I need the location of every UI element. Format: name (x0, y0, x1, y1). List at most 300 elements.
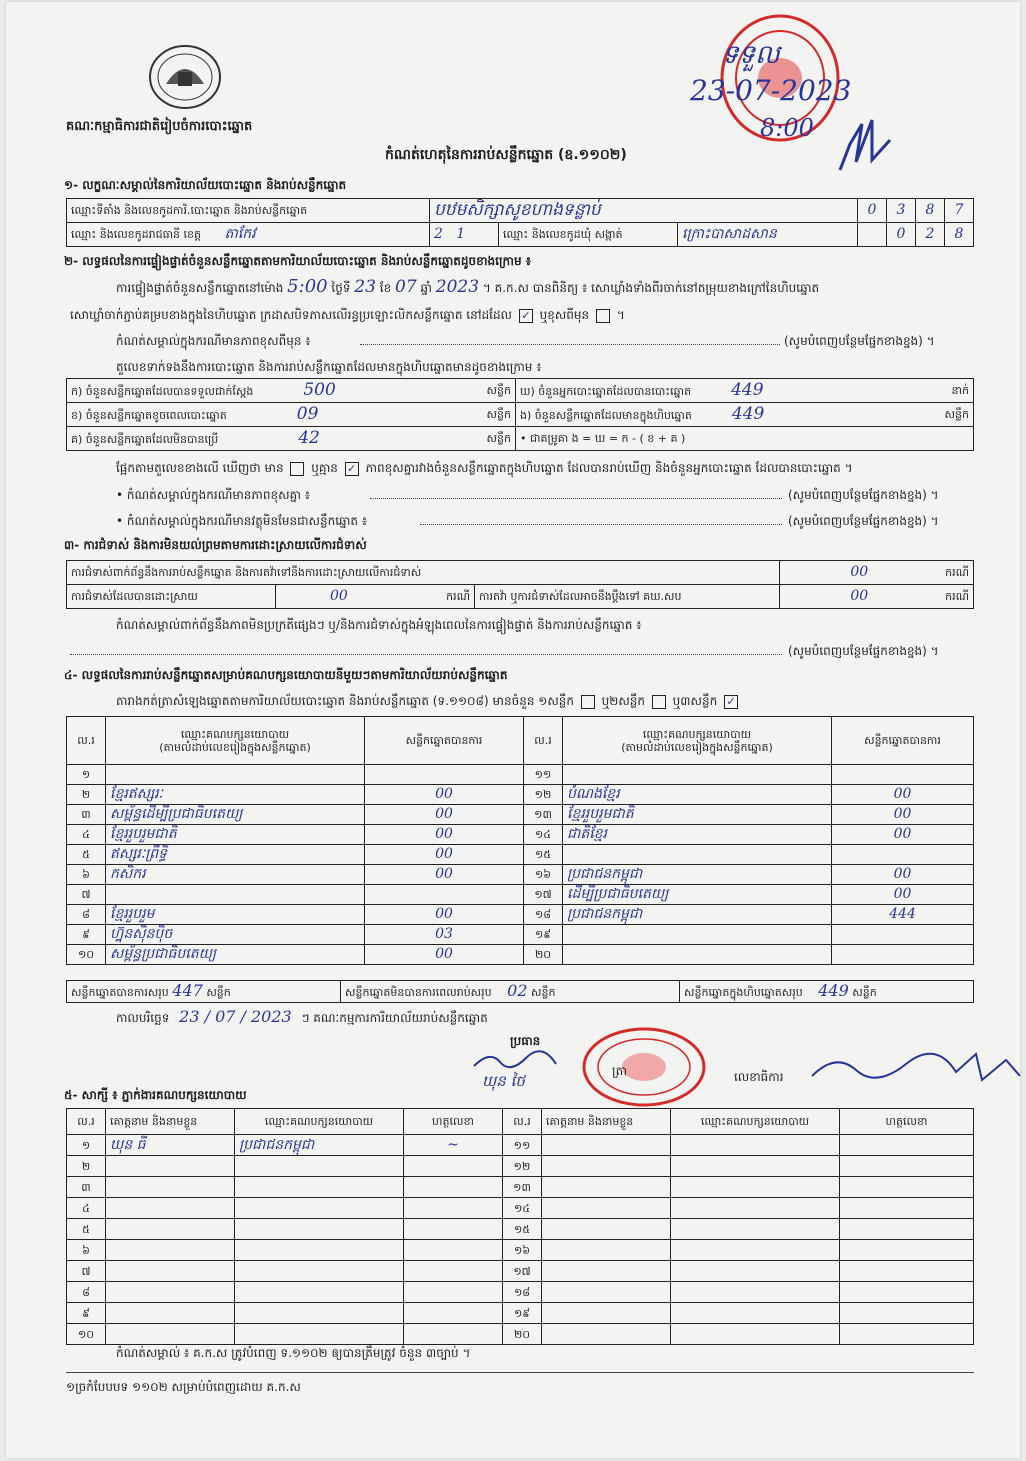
bullet1-line (370, 498, 782, 499)
committee-logo (148, 44, 222, 110)
party-name: ខ្មែរឥស្សរៈ (106, 785, 365, 805)
witness-signature (404, 1261, 503, 1282)
col-party: ឈ្មោះគណបក្សនយោបាយ (235, 1109, 404, 1135)
row-number: ១៤ (524, 825, 563, 845)
bullet2: • កំណត់សម្គាល់ក្នុងករណីមានវត្ថុមិនមែនជាសន្លឹកឆ្នោត ៖ (116, 514, 368, 528)
party-name (106, 885, 365, 905)
province-label (67, 223, 430, 247)
total-valid: 447 (172, 981, 203, 1000)
witness-party (671, 1240, 840, 1261)
table-row (67, 905, 974, 925)
a-unit: សន្លឹក (486, 383, 511, 397)
objection-r2: ការជំទាស់ដែលបានដោះស្រាយ (67, 585, 276, 609)
col-no: ល.រ (67, 1109, 106, 1135)
case-label: ករណី (938, 585, 973, 609)
witness-signature (840, 1198, 974, 1219)
party-name: បំណងខ្មែរ (563, 785, 832, 805)
col-no: ល.រ (524, 717, 563, 765)
c-unit: សន្លឹក (486, 431, 511, 445)
row-number: ៦ (67, 865, 106, 885)
has-diff-checkbox[interactable] (290, 462, 304, 476)
valid-votes (365, 885, 524, 905)
valid-votes: 00 (365, 845, 524, 865)
e-unit: សន្លឹក (944, 407, 969, 421)
col-party-sub: (តាមលំដាប់លេខរៀងក្នុងសន្លឹកឆ្នោត) (159, 740, 311, 754)
witness-table (66, 1108, 974, 1345)
row-number: ៧ (67, 885, 106, 905)
bullet2-fill: (សូមបំពេញបន្ថែមផ្នែកខាងខ្នង) ។ (788, 514, 939, 528)
party-name (563, 925, 832, 945)
table-row (67, 1219, 974, 1240)
witness-signature (404, 1177, 503, 1198)
party-name (563, 845, 832, 865)
sec2-line1 (116, 276, 820, 297)
witness-name (106, 1198, 235, 1219)
col-name: គោត្តនាម និងនាមខ្លួន (106, 1109, 235, 1135)
province-code (430, 223, 499, 247)
row-number: ២០ (503, 1324, 542, 1345)
table-row (67, 785, 974, 805)
witness-name (542, 1156, 671, 1177)
col-votes: សន្លឹកឆ្នោតបានការ (832, 717, 974, 765)
witness-name (542, 1261, 671, 1282)
valid-votes: 00 (365, 865, 524, 885)
chair-signature (470, 1048, 560, 1074)
line1-b: ថ្ងៃទី (331, 281, 351, 295)
witness-party (671, 1177, 840, 1198)
row-number: ៣ (67, 1177, 106, 1198)
witness-party (235, 1324, 404, 1345)
row-number: ១០ (67, 945, 106, 965)
bullet1: • កំណត់សម្គាល់ក្នុងករណីមានភាពខុសគ្នា ៖ (116, 488, 311, 502)
b-unit: សន្លឹក (486, 407, 511, 421)
valid-votes (832, 945, 974, 965)
commune-label: ឈ្មោះ និងលេខកូដឃុំ សង្កាត់ (499, 223, 678, 247)
row-number: ៨ (67, 905, 106, 925)
line2-end: ។ (616, 308, 625, 322)
row-number: ៦ (67, 1240, 106, 1261)
objection-table (66, 560, 974, 609)
line1-e: ។ គ.ក.ស បានពិនិត្យ ៖ សោឃ្លាំងទាំងពីរចាក់នៅតម្រុយខាងក្រៅនៃហិបឆ្នោត (482, 281, 820, 295)
row-number: ១៦ (524, 865, 563, 885)
witness-party: ប្រជាជនកម្ពុជា (235, 1135, 404, 1156)
counted-line: តួលេខទាក់ទងនឹងការបោះឆ្នោត និងការរាប់សន្លឹកឆ្នោតដែលមានក្នុងហិបឆ្នោតមានដូចខាងក្រោម ៖ (116, 360, 542, 374)
sec3-note: កំណត់សម្គាល់ពាក់ព័ន្ធនឹងភាពមិនប្រក្រតីផ្សេងៗ ឬ/និងការជំទាស់ក្នុងអំឡុងពេលនៃការផ្ទៀងផ្ទាត់ និងការរាប់សន្លឹកឆ្នោត ៖ (116, 618, 642, 632)
no-diff-checkbox[interactable]: ✓ (345, 462, 359, 476)
total-invalid-unit: សន្លឹក (531, 986, 556, 999)
e-value: 449 (731, 403, 765, 424)
stamp-signature (832, 104, 902, 176)
witness-party (671, 1135, 840, 1156)
stamp-received: ទទួល (722, 40, 780, 70)
row-number: ១៨ (524, 905, 563, 925)
col-no: ល.រ (67, 717, 106, 765)
row-number: ៣ (67, 805, 106, 825)
committee-label: ៗ គណៈកម្មការការិយាល័យរាប់សន្លឹកឆ្នោត (301, 1011, 488, 1025)
change-note-line (360, 344, 780, 345)
party-name: ប្រជាជនកម្ពុជា (563, 865, 832, 885)
witness-signature (404, 1156, 503, 1177)
c-label: គ) ចំនួនសន្លឹកឆ្នោតដែលមិនបានប្រើ (71, 432, 219, 446)
witness-name (542, 1135, 671, 1156)
row-number: ១៣ (524, 805, 563, 825)
witness-signature (840, 1156, 974, 1177)
row-number: ១២ (524, 785, 563, 805)
b-value: 09 (296, 403, 319, 424)
witness-name (106, 1156, 235, 1177)
row-number: ៩ (67, 925, 106, 945)
table-row (67, 1177, 974, 1198)
totals-table (66, 980, 974, 1003)
party-name: ប្រជាជនកម្ពុជា (563, 905, 832, 925)
col-sig: ហត្ថលេខា (840, 1109, 974, 1135)
sec1-table (66, 198, 974, 247)
row-number: ២ (67, 1156, 106, 1177)
table-row (67, 1135, 974, 1156)
d-label: ឃ) ចំនួនអ្នកបោះឆ្នោតដែលបានបោះឆ្នោត (520, 384, 692, 398)
witness-party (671, 1303, 840, 1324)
location-value: បឋមសិក្សាសូខហាងទន្លាប់ (430, 199, 858, 223)
stamp-date: 23-07-2023 (690, 74, 852, 107)
row-number: ១៧ (503, 1261, 542, 1282)
valid-votes (832, 765, 974, 785)
e-label: ង) ចំនួនសន្លឹកឆ្នោតដែលមានក្នុងហិបឆ្នោត (520, 408, 692, 422)
table-row (67, 765, 974, 785)
commune-code-blank (858, 223, 887, 247)
opt-3: ឬ៣សន្លឹក (672, 694, 718, 708)
count-month: 07 (395, 277, 417, 297)
witness-name (106, 1177, 235, 1198)
party-results-table (66, 716, 974, 965)
valid-votes: 00 (365, 825, 524, 845)
party-name: កសិករ (106, 865, 365, 885)
party-name (563, 765, 832, 785)
row-number: ៥ (67, 845, 106, 865)
witness-name (542, 1324, 671, 1345)
row-number: ១ (67, 765, 106, 785)
witness-signature (404, 1240, 503, 1261)
witness-party (235, 1240, 404, 1261)
same-checkbox[interactable]: ✓ (519, 309, 533, 323)
witness-party (671, 1198, 840, 1219)
province-value: តាកែវ (224, 226, 256, 242)
party-name: ខ្មែររួបរួមជាតិ (106, 825, 365, 845)
party-name: ជាតិខ្មែរ (563, 825, 832, 845)
valid-votes: 00 (365, 805, 524, 825)
row-number: ២ (67, 785, 106, 805)
row-number: ១១ (524, 765, 563, 785)
witness-name (542, 1240, 671, 1261)
compare-a: ផ្អែកតាមតួលេខខាងលើ ឃើញថា មាន (116, 461, 284, 475)
table-row (67, 945, 974, 965)
sec2-line2 (70, 308, 625, 323)
changed-checkbox[interactable] (596, 309, 610, 323)
party-name: ខ្មែររួបរួមជាតិ (563, 805, 832, 825)
objection-r3: ការតវ៉ា ឬការជំទាស់ដែលអាចនឹងប្ដឹងទៅ គឃ.សប (475, 585, 780, 609)
total-valid-label: សន្លឹកឆ្នោតបានការសរុប (71, 986, 169, 999)
table-row (67, 805, 974, 825)
row-number: ១៨ (503, 1282, 542, 1303)
party-name: ដើម្បីប្រជាធិបតេយ្យ (563, 885, 832, 905)
chair-title: ប្រធាន (510, 1034, 541, 1048)
table-row (67, 925, 974, 945)
witness-party (671, 1219, 840, 1240)
witness-party (671, 1156, 840, 1177)
party-name (563, 945, 832, 965)
witness-party (235, 1282, 404, 1303)
party-name (106, 765, 365, 785)
sec1-title: ១- លក្ខណៈសម្គាល់នៃការិយាល័យបោះឆ្នោត និងរាប់សន្លឹកឆ្នោត (64, 178, 347, 192)
footer-form-id: ១ច្រកំបែបបទ ១១០២ សម្រាប់បំពេញដោយ គ.ក.ស (66, 1380, 301, 1394)
official-seal (580, 1026, 708, 1108)
table-row (67, 1303, 974, 1324)
counts-table (66, 378, 974, 451)
col-sig: ហត្ថលេខា (404, 1109, 503, 1135)
valid-votes: 00 (832, 825, 974, 845)
c-value: 42 (298, 427, 320, 448)
d-unit: នាក់ (951, 383, 969, 397)
line1-c: ខែ (379, 281, 392, 295)
total-box-unit: សន្លឹក (852, 986, 877, 999)
valid-votes: 444 (832, 905, 974, 925)
table-row (67, 825, 974, 845)
witness-name (542, 1303, 671, 1324)
witness-signature (840, 1135, 974, 1156)
row-number: ១១ (503, 1135, 542, 1156)
col-party: ឈ្មោះគណបក្សនយោបាយ (671, 1109, 840, 1135)
commune-code-digit: 2 (916, 223, 945, 247)
objection-r3-value: 00 (780, 585, 939, 609)
total-invalid-label: សន្លឹកឆ្នោតមិនបានការពេលរាប់សរុប (345, 986, 492, 999)
opt-2: ឬ២សន្លឹក (601, 694, 646, 708)
witness-party (235, 1177, 404, 1198)
valid-votes: 00 (832, 865, 974, 885)
total-box-label: សន្លឹកឆ្នោតក្នុងហិបឆ្នោតសរុប (684, 986, 803, 999)
witness-signature (840, 1324, 974, 1345)
witness-signature (840, 1303, 974, 1324)
commune-code-digit: 8 (945, 223, 974, 247)
row-number: ៤ (67, 825, 106, 845)
code-digit: 7 (945, 199, 974, 223)
valid-votes: 00 (832, 805, 974, 825)
date-label: កាលបរិច្ឆេទ (116, 1011, 170, 1025)
opt-changed: ឬខុសពីមុន (539, 308, 590, 322)
sec4-title: ៤- លទ្ធផលនៃការរាប់សន្លឹកឆ្នោតសម្រាប់គណបក្សនយោបាយនីមួយៗតាមការិយាល័យរាប់សន្លឹកឆ្នោត (64, 668, 508, 682)
witness-name (542, 1282, 671, 1303)
d-value: 449 (731, 379, 764, 400)
secretary-label: លេខាធិការ (734, 1070, 784, 1084)
row-number: ១៦ (503, 1240, 542, 1261)
objection-r1: ការជំទាស់ពាក់ព័ន្ធនឹងការរាប់សន្លឹកឆ្នោត និងការតវ៉ាទៅនឹងការដោះស្រាយលើការជំទាស់ (67, 561, 780, 585)
row-number: ១០ (67, 1324, 106, 1345)
valid-votes (832, 925, 974, 945)
witness-name (106, 1324, 235, 1345)
valid-votes: 03 (365, 925, 524, 945)
form-title: កំណត់ហេតុនៃការរាប់សន្លឹកឆ្នោត (ឧ.១១០២) (385, 147, 627, 163)
witness-name (542, 1219, 671, 1240)
a-value: 500 (303, 379, 336, 400)
valid-votes (832, 845, 974, 865)
witness-signature (404, 1282, 503, 1303)
col-name: គោត្តនាម និងនាមខ្លួន (542, 1109, 671, 1135)
sec5-title: ៥- សាក្សី ៖ ភ្នាក់ងារគណបក្សនយោបាយ (64, 1088, 247, 1102)
row-number: ៥ (67, 1219, 106, 1240)
sec4-intro-text: តារាងកត់ត្រាសំឡេងឆ្នោតតាមការិយាល័យបោះឆ្នោត និងរាប់សន្លឹកឆ្នោត (ទ.១១០៨) មានចំនួន ១សន្លឹក (116, 694, 574, 708)
line1-a: ការផ្ទៀងផ្ទាត់ចំនួនសន្លឹកឆ្នោតនៅម៉ោង (116, 281, 284, 295)
valid-votes: 00 (365, 785, 524, 805)
witness-signature (840, 1177, 974, 1198)
col-votes: សន្លឹកឆ្នោតបានការ (365, 717, 524, 765)
province-label-text: ឈ្មោះ និងលេខកូដរាជធានី ខេត្ត (71, 228, 201, 241)
total-valid-unit: សន្លឹក (206, 986, 231, 999)
row-number: ១៤ (503, 1198, 542, 1219)
table-row (67, 1156, 974, 1177)
witness-name (106, 1261, 235, 1282)
change-note-label: កំណត់សម្គាល់ក្នុងករណីមានភាពខុសពីមុន ៖ (116, 334, 311, 348)
witness-name (106, 1282, 235, 1303)
row-number: ៤ (67, 1198, 106, 1219)
row-number: ១៣ (503, 1177, 542, 1198)
code-digit: 3 (887, 199, 916, 223)
col-party-text: ឈ្មោះគណបក្សនយោបាយ (642, 727, 752, 741)
commune-code-digit: 0 (887, 223, 916, 247)
compare-c: ភាពខុសគ្នារវាងចំនួនសន្លឹកឆ្នោតក្នុងហិបឆ្នោត ដែលបានរាប់ឃើញ និងចំនួនអ្នកបោះឆ្នោត ដែលបានបោះឆ្នោត ។ (365, 461, 853, 475)
row-number: ២០ (524, 945, 563, 965)
line2-text: សោឃ្លាំចាក់ភ្ជាប់គម្របខាងក្នុងនៃហិបឆ្នោត ក្រដាសបិទភាសលើរន្ធប្រឡោះលិកសន្លឹកឆ្នោត នៅដដែល (70, 308, 512, 322)
change-note-fill: (សូមបំពេញបន្ថែមផ្នែកខាងខ្នង) ។ (784, 334, 935, 348)
party-name: ហ្វ៊ុនស៊ិនប៉ិច (106, 925, 365, 945)
witness-name (542, 1198, 671, 1219)
sec3-note-line (70, 654, 782, 655)
row-number: ១៩ (524, 925, 563, 945)
col-party-text: ឈ្មោះគណបក្សនយោបាយ (180, 727, 290, 741)
witness-signature (404, 1303, 503, 1324)
witness-name (106, 1219, 235, 1240)
party-name: ខ្មែររួបរួម (106, 905, 365, 925)
objection-r1-value: 00 (780, 561, 939, 585)
total-invalid: 02 (507, 981, 528, 1000)
valid-votes: 00 (832, 785, 974, 805)
valid-votes: 00 (365, 905, 524, 925)
valid-votes (365, 765, 524, 785)
table-row (67, 1282, 974, 1303)
bullet2-line (420, 524, 782, 525)
table-row (67, 885, 974, 905)
commune-value: ក្រោះបាសាដសាន (678, 223, 858, 247)
valid-votes: 00 (365, 945, 524, 965)
seal-label: ត្រា (612, 1064, 627, 1078)
table-row (67, 1240, 974, 1261)
compare-line (116, 461, 853, 476)
row-number: ១ (67, 1135, 106, 1156)
col-no: ល.រ (503, 1109, 542, 1135)
count-time: 5:00 (287, 276, 328, 297)
table-row (67, 865, 974, 885)
witness-party (671, 1261, 840, 1282)
compare-b: ឬគ្មាន (311, 461, 338, 475)
secretary-signature (806, 1046, 1026, 1086)
sec3-fill: (សូមបំពេញបន្ថែមផ្នែកខាងខ្នង) ។ (788, 644, 939, 658)
two-sheet-checkbox[interactable] (652, 695, 666, 709)
witness-party (671, 1324, 840, 1345)
witness-party (235, 1261, 404, 1282)
witness-signature: ~ (404, 1135, 503, 1156)
witness-name (106, 1240, 235, 1261)
witness-party (235, 1156, 404, 1177)
table-row (67, 1324, 974, 1345)
witness-signature (840, 1240, 974, 1261)
count-day: 23 (354, 277, 376, 297)
total-box: 449 (818, 981, 849, 1000)
valid-votes: 00 (832, 885, 974, 905)
row-number: ១៥ (524, 845, 563, 865)
footer-note: កំណត់សម្គាល់ ៖ គ.ក.ស ត្រូវបំពេញ ទ.១១០២ ឲ្យបានត្រឹមត្រូវ ចំនួន ៣ច្បាប់ ។ (116, 1346, 471, 1360)
chair-name: ឃុន ថៃ (482, 1072, 525, 1090)
objection-r2-cell (276, 585, 475, 609)
witness-signature (404, 1198, 503, 1219)
col-party (563, 717, 832, 765)
date-line (116, 1007, 488, 1026)
witness-party (235, 1303, 404, 1324)
party-name: សម្ព័ន្ធប្រជាធិបតេយ្យ (106, 945, 365, 965)
row-number: ៩ (67, 1303, 106, 1324)
witness-name (106, 1303, 235, 1324)
table-row (67, 1198, 974, 1219)
row-number: ១២ (503, 1156, 542, 1177)
code-digit: 0 (858, 199, 887, 223)
stamp-time: 8:00 (760, 114, 814, 142)
witness-signature (404, 1219, 503, 1240)
witness-name (542, 1177, 671, 1198)
witness-signature (840, 1282, 974, 1303)
case-label: ករណី (446, 590, 470, 603)
footer-divider (66, 1372, 974, 1373)
sec2-title: ២- លទ្ធផលនៃការផ្ទៀងផ្ទាត់ចំនួនសន្លឹកឆ្នោតតាមការិយាល័យបោះឆ្នោត និងរាប់សន្លឹកឆ្នោតដូចខាងក្រោម ៖ (64, 254, 532, 268)
party-name: សម្ព័ន្ធដើម្បីប្រជាធិបតេយ្យ (106, 805, 365, 825)
col-party (106, 717, 365, 765)
org-name: គណៈកម្មាធិការជាតិរៀបចំការបោះឆ្នោត (66, 119, 253, 134)
col-party-sub: (តាមលំដាប់លេខរៀងក្នុងសន្លឹកឆ្នោត) (621, 740, 773, 754)
sign-date: 23 / 07 / 2023 (179, 1007, 292, 1026)
witness-signature (840, 1219, 974, 1240)
row-number: ៧ (67, 1261, 106, 1282)
a-label: ក) ចំនួនសន្លឹកឆ្នោតដែលបានទទួលជាក់ស្ដែង (71, 384, 254, 398)
table-row (67, 845, 974, 865)
party-name: ឥស្សរៈព្រឹទ្ធិ (106, 845, 365, 865)
row-number: ៨ (67, 1282, 106, 1303)
prov-code-1: 2 (434, 226, 443, 242)
sec3-title: ៣- ការជំទាស់ និងការមិនយល់ព្រមតាមការដោះស្រាយលើការជំទាស់ (64, 538, 367, 552)
row-number: ១៩ (503, 1303, 542, 1324)
count-year: 2023 (435, 277, 480, 297)
code-digit: 8 (916, 199, 945, 223)
location-label: ឈ្មោះទីតាំង និងលេខកូដការិ.បោះឆ្នោត និងរាប់សន្លឹកឆ្នោត (67, 199, 430, 223)
witness-name: ឃុន ធី (106, 1135, 235, 1156)
witness-party (235, 1219, 404, 1240)
bullet1-fill: (សូមបំពេញបន្ថែមផ្នែកខាងខ្នង) ។ (788, 488, 939, 502)
sec4-intro (116, 694, 741, 709)
row-number: ១៧ (524, 885, 563, 905)
case-label: ករណី (938, 561, 973, 585)
prov-code-2: 1 (456, 226, 466, 242)
one-sheet-checkbox[interactable] (581, 695, 595, 709)
three-sheet-checkbox[interactable]: ✓ (724, 695, 738, 709)
objection-r2-value: 00 (330, 588, 348, 604)
formula: • ជាគម្រូគា ង = ឃ = ក - ( ខ + គ ) (516, 427, 974, 451)
line1-d: ឆ្នាំ (420, 281, 432, 295)
b-label: ខ) ចំនួនសន្លឹកឆ្នោតខូចពេលបោះឆ្នោត (71, 408, 227, 422)
table-row (67, 1261, 974, 1282)
